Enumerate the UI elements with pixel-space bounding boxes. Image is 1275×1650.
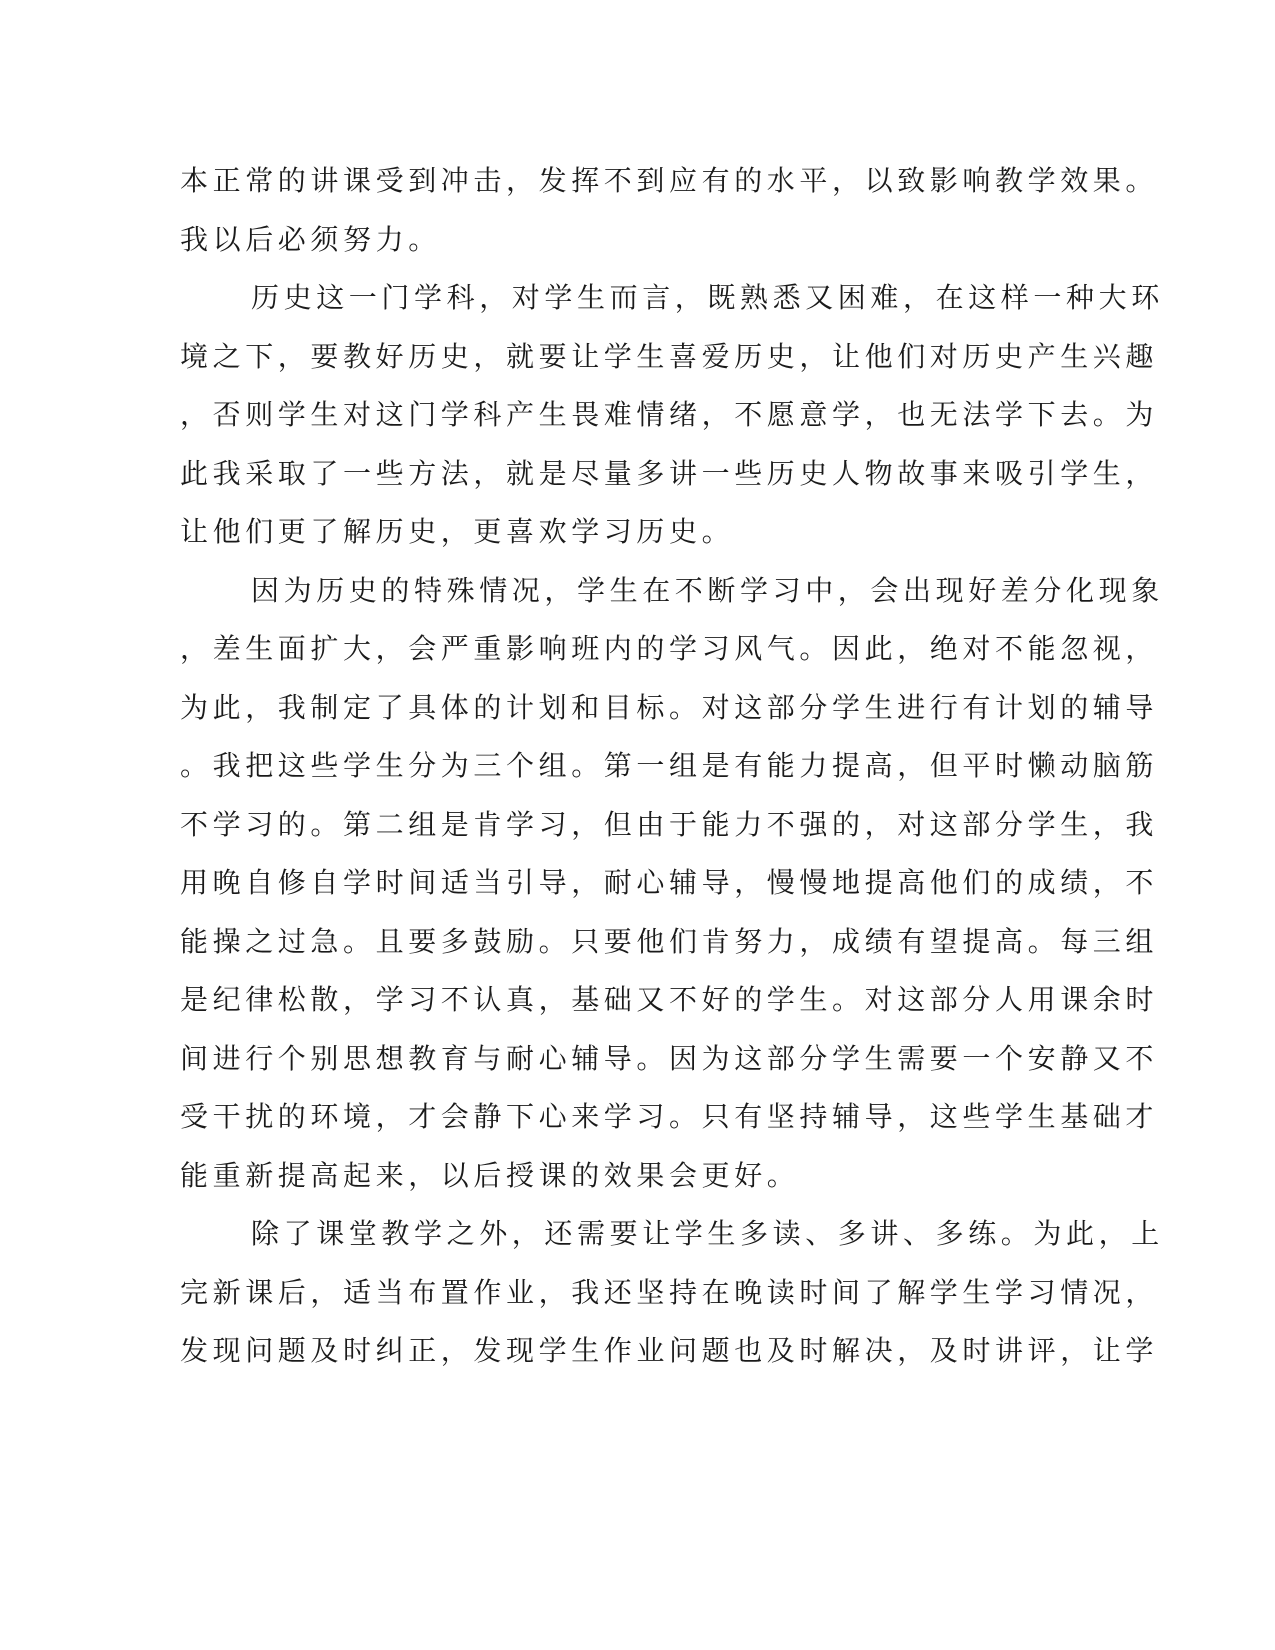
- paragraph-start-line: 除了课堂教学之外，还需要让学生多读、多讲、多练。为此，上: [251, 1217, 1164, 1250]
- text-line: 受干扰的环境，才会静下心来学习。只有坚持辅导，这些学生基础才: [180, 1100, 1159, 1133]
- text-line: 为此，我制定了具体的计划和目标。对这部分学生进行有计划的辅导: [180, 690, 1159, 724]
- paragraph-start-line: 历史这一门学科，对学生而言，既熟悉又困难，在这样一种大环: [251, 281, 1164, 314]
- text-line: ，否则学生对这门学科产生畏难情绪，不愿意学，也无法学下去。为: [180, 398, 1159, 431]
- text-line: 本正常的讲课受到冲击，发挥不到应有的水平，以致影响教学效果。: [180, 164, 1159, 197]
- paragraph-start-line: 因为历史的特殊情况，学生在不断学习中，会出现好差分化现象: [251, 573, 1164, 607]
- text-line: 间进行个别思想教育与耐心辅导。因为这部分学生需要一个安静又不: [180, 1041, 1159, 1075]
- text-line: 不学习的。第二组是肯学习，但由于能力不强的，对这部分学生，我: [180, 807, 1159, 841]
- text-line: ，差生面扩大，会严重影响班内的学习风气。因此，绝对不能忽视，: [180, 632, 1159, 665]
- text-line: 发现问题及时纠正，发现学生作业问题也及时解决，及时讲评，让学: [180, 1334, 1159, 1367]
- text-line: 用晚自修自学时间适当引导，耐心辅导，慢慢地提高他们的成绩，不: [180, 866, 1159, 899]
- text-line: 能重新提高起来，以后授课的效果会更好。: [180, 1158, 800, 1192]
- text-line: 境之下，要教好历史，就要让学生喜爱历史，让他们对历史产生兴趣: [180, 339, 1159, 373]
- text-line: 是纪律松散，学习不认真，基础又不好的学生。对这部分人用课余时: [180, 983, 1159, 1016]
- text-line: 完新课后，适当布置作业，我还坚持在晚读时间了解学生学习情况，: [180, 1275, 1159, 1309]
- text-line: 我以后必须努力。: [180, 222, 441, 256]
- text-line: 此我采取了一些方法，就是尽量多讲一些历史人物故事来吸引学生，: [180, 456, 1159, 490]
- text-line: 让他们更了解历史，更喜欢学习历史。: [180, 515, 735, 548]
- text-line: 。我把这些学生分为三个组。第一组是有能力提高，但平时懒动脑筋: [180, 749, 1159, 782]
- body-text: [180, 152, 1164, 1381]
- text-line: 能操之过急。且要多鼓励。只要他们肯努力，成绩有望提高。每三组: [180, 924, 1159, 958]
